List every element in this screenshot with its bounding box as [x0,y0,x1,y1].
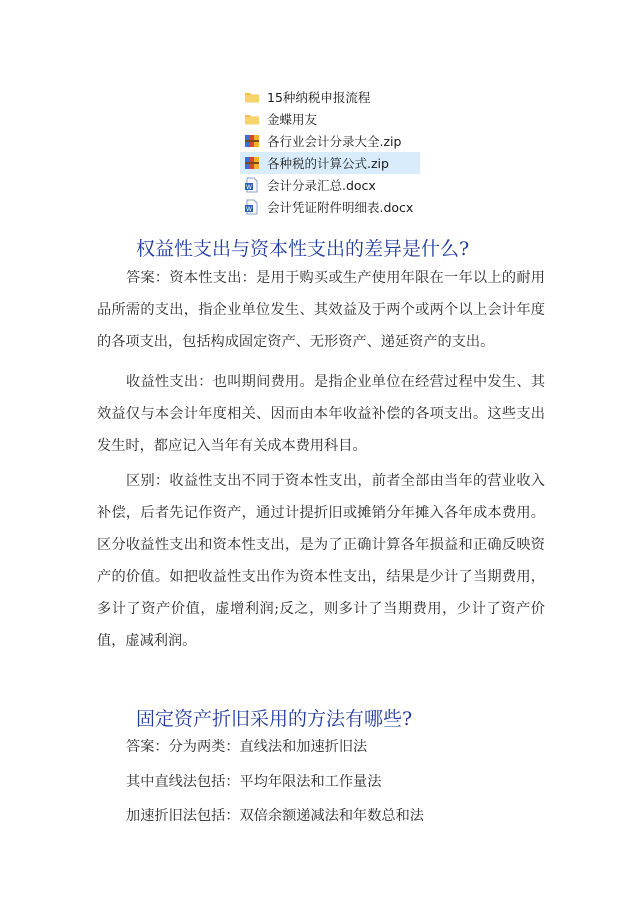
svg-text:W: W [246,184,252,191]
section2-heading: 固定资产折旧采用的方法有哪些? [136,708,413,730]
file-item[interactable] [240,174,420,196]
file-name: 各行业会计分录大全.zip [267,134,402,149]
file-item[interactable] [240,108,420,130]
file-list [240,86,420,218]
file-item[interactable] [240,196,420,218]
file-name: 会计分录汇总.docx [267,178,376,193]
folder-icon [244,89,260,105]
file-name: 会计凭证附件明细表.docx [267,200,414,215]
zip-archive-icon [244,155,260,171]
file-item[interactable] [240,86,420,108]
paragraph-difference: 区别：收益性支出不同于资本性支出，前者全部由当年的营业收入补偿，后者先记作资产，通过计提折旧或摊销分年摊入各年成本费用。区分收益性支出和资本性支出，是为了正确计算各年损益和正确反映资产的价值。如把收益性支出作为资本性支出，结果是少计了当期费用，多计了资产价值，虚增利润;反之，则多计了当期费用，少计了资产价值，虚减利润。 [97,473,545,649]
file-item[interactable] [240,130,420,152]
zip-archive-icon [244,133,260,149]
file-name: 15种纳税申报流程 [267,90,371,105]
word-document-icon [244,199,260,215]
answer-line-2: 其中直线法包括：平均年限法和工作量法 [126,774,382,790]
file-name: 金蝶用友 [267,112,318,127]
answer-line-1: 答案：分为两类：直线法和加速折旧法 [126,739,368,755]
file-name: 各种税的计算公式.zip [267,156,389,171]
word-document-icon [244,177,260,193]
answer-line-3: 加速折旧法包括：双倍余额递减法和年数总和法 [126,808,424,824]
file-item[interactable] [240,152,420,174]
folder-icon [244,111,260,127]
paragraph-capital-expenditure: 答案：资本性支出：是用于购买或生产使用年限在一年以上的耐用品所需的支出，指企业单位发生、其效益及于两个或两个以上会计年度的各项支出，包括构成固定资产、无形资产、递延资产的支出。 [97,270,545,350]
paragraph-revenue-expenditure: 收益性支出：也叫期间费用。是指企业单位在经营过程中发生、其效益仅与本会计年度相关、因而由本年收益补偿的各项支出。这些支出发生时，都应记入当年有关成本费用科目。 [97,374,545,454]
svg-text:W: W [246,206,252,213]
section1-heading: 权益性支出与资本性支出的差异是什么? [136,238,470,260]
